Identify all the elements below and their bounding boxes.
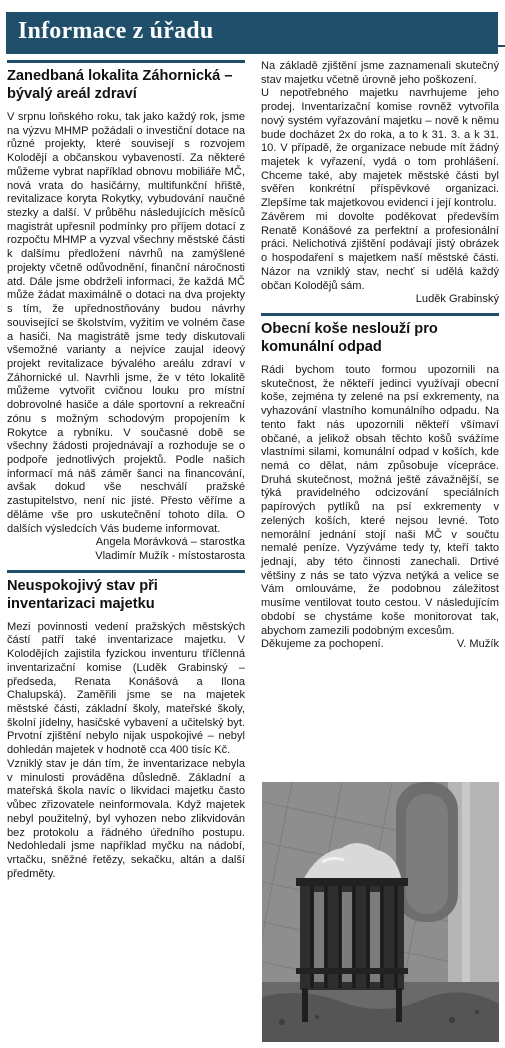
article-title: Zanedbaná lokalita Záhornická – bývalý areál zdraví: [7, 68, 233, 102]
article-title: Obecní koše neslouží pro komunální odpad: [261, 320, 438, 355]
signature: Angela Morávková – starostka: [95, 536, 245, 549]
paragraph: Rádi bychom touto formou upozornili na skutečnost, že někteří jedinci využívají obecní koše, zejména ty zelené na psí exkrementy, na vyhazování vlastního komunálního odpadu. Na tento fakt nás upozornili někteří všímaví občané, a jelikož obsah těchto košů svážíme vlastními silami, komunální odpad v koších, kde nemá co dělat, nám způsobuje vícepráce. Druhá skutečnost, možná ještě závažnější, se týká pravidelného odcizování speciálních papírových pytlíků na psí exkrementy v zelených koších, které nejsou levné. Toto nemorální jednání stojí naši MČ v součtu nemalé peníze. Vyzýváme tedy ty, kteří takto jednají, aby této činnosti zanechali. Drtivé většiny z nás se tato výzva netýká a velice se Vám omlouváme, že podobnou záležitost musíme ventilovat touto cestou. V následujícím období se chystáme koše monitorovat tak, abychom zamezili podobným excesům.: [261, 363, 499, 637]
paragraph: U nepotřebného majetku navrhujeme jeho prodej. Inventarizační komise rovněž vytvořila nový systém vyřazování majetku – nově k němu bude docházet 2x do roka, a to k 31. 3. a k 31. 10. V případě, že organizace nebude mít žádný majetek k vyřazení, vydá o tom prohlášení. Chceme také, aby majetek městské části byl svěřen konkrétní příspěvkové organizaci. Zlepšíme tak majetkovou evidenci i její kontrolu.: [261, 87, 499, 210]
article-rule: [7, 60, 245, 63]
paragraph: Na základě zjištění jsme zaznamenali skutečný stav majetku včetně úrovně jeho poškození.: [261, 60, 499, 86]
paragraph: Závěrem mi dovolte poděkovat především Renatě Konášové za perfektní a profesionální práci. Nelichotivá zjištění podávají jistý obrázek o hospodaření s majetkem naší městské části. Názor na vzniklý stav, nechť si udělá každý občan Kolodějů sám.: [261, 210, 499, 292]
banner-rule: [496, 45, 505, 47]
signature: V. Mužík: [456, 638, 499, 651]
paragraph: Vzniklý stav je dán tím, že inventarizace nebyla v minulosti prováděna důsledně. Základní a mateřská škola navíc o likvidaci majetku často vůbec zřizovatele neinformovala. Když majetek nebyl použitelný, byl vyhozen nebo zlikvidován bez protokolu a řádného úředního postupu. Nedohledali jsme například myčku na nádobí, vrtačku, sněžné řetězy, sekačku, altán a další předměty.: [7, 757, 245, 880]
section-banner: [6, 12, 498, 54]
section-title: Informace z úřadu: [18, 18, 214, 44]
article-body-continued: [261, 60, 499, 293]
article-rule: [261, 313, 499, 316]
signature: Luděk Grabinský: [415, 293, 499, 306]
article-title: Neuspokojivý stav při inventarizaci majetku: [7, 577, 158, 612]
closing-line: [261, 638, 499, 652]
article-body: [7, 111, 245, 536]
article-body: [261, 364, 499, 638]
paragraph: V srpnu loňského roku, tak jako každý rok, jsme na výzvu MHMP požádali o investiční dotace na různé projekty, které souvisejí s rozvojem Kolodějí a občanskou vybaveností. Za některé můžeme vybrat například obnovu mobiliáře MČ, nová vrata do hasičárny, multifunkční hřiště, revitalizace koryta Rokytky, vybudování naučné stezky a další. V průběhu následujících měsíců magistrát upřesnil podmínky pro příjem dotací z rozpočtu MHMP a vyzval všechny městské části k dalšímu předložení návrhů na zamýšlené projekty včetně odůvodnění, finanční náročnosti atd. Dále jsme obdrželi informaci, že každá MČ může žádat maximálně o dotaci na dva projekty s tím, že upřednostňovány budou návrhy související se školstvím, vyžitím ve volném čase a hasiči. Na magistrátě jsme tedy diskutovali všemožné varianty a nejvíce zaujal ideový projekt revitalizace bývalého areálu zdraví v Záhornické ul. Navrhli jsme, že v této lokalitě můžeme vytvořit cvičnou louku pro místní dobrovolné hasiče a dále sportovní a rekreační zónu s možným schodovým propojením k Rokytce a rybníku. V současné době se všechny žádosti projednávají a rozhoduje se o podpoře jednotlivých projektů. Podle našich informací má náš záměr šanci na financování, avšak dokud vše neschválí pražské zastupitelstvo, není nic jisté. Přesto věříme a děláme vše pro uskutečnění tohoto díla. O dalších výsledcích Vás budeme informovat.: [7, 111, 245, 535]
closing-text: Děkujeme za pochopení.: [261, 638, 384, 651]
photo-illustration: [262, 782, 499, 1042]
right-column: [261, 60, 499, 652]
article-body: [7, 621, 245, 882]
left-column: [7, 60, 245, 881]
article-rule: [7, 570, 245, 573]
paragraph: Mezi povinnosti vedení pražských městských částí patří také inventarizace majetku. V Kolodějích zajistila fyzickou inventuru tříčlenná inventarizační komise (Luděk Grabinský – předseda, Renata Konášová a Ilona Chalupská). Zaměřili jsme se na majetek městské části, základní školy, mateřské školy, školní jídelny, hasičské vybavení a učitelský byt. Prvotní zjištění nebylo nijak uspokojivé – nebyl dohledán majetek v hodnotě cca 400 tisíc Kč.: [7, 620, 245, 757]
signature: Vladimír Mužík - místostarosta: [95, 550, 245, 562]
waste-bin-photo: [262, 782, 499, 1042]
